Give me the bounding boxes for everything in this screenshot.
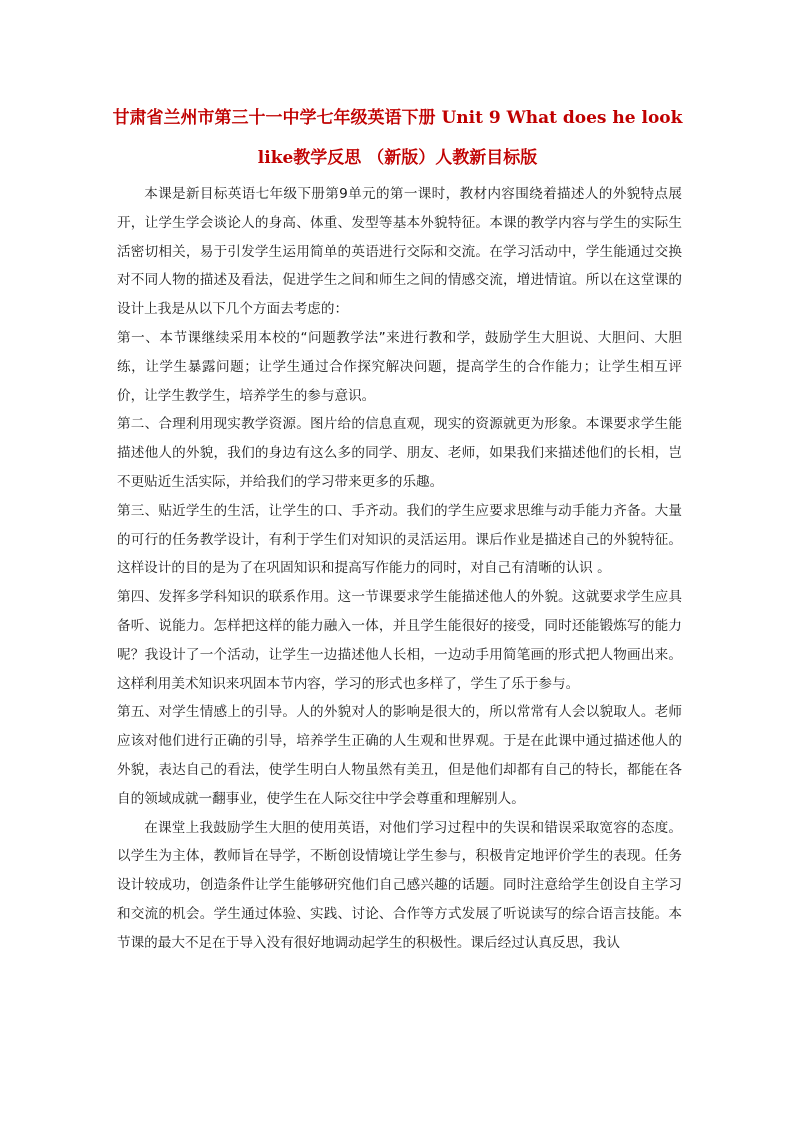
paragraph-conclusion: 在课堂上我鼓励学生大胆的使用英语，对他们学习过程中的失误和错误采取宽容的态度。以学生为主体，教师旨在导学，不断创设情境让学生参与，积极肯定地评价学生的表现。任务设计较成功，创造条件让学生能够研究他们自己感兴趣的话题。同时注意给学生创设自主学习和交流的机会。学生通过体验、实践、讨论、合作等方式发展了听说读写的综合语言技能。本节课的最大不足在于导入没有很好地调动起学生的积极性。课后经过认真反思，我认	[117, 819, 682, 951]
paragraph-point-1: 第一、本节课继续采用本校的“问题教学法”来进行教和学，鼓励学生大胆说、大胆问、大胆练，让学生暴露问题；让学生通过合作探究解决问题，提高学生的合作能力；让学生相互评价，让学生教学生，培养学生的参与意识。	[117, 329, 682, 404]
paragraph-point-5: 第五、对学生情感上的引导。人的外貌对人的影响是很大的，所以常常有人会以貌取人。老师应该对他们进行正确的引导，培养学生正确的人生观和世界观。于是在此课中通过描述他人的外貌，表达自己的看法，使学生明白人物虽然有美丑，但是他们却都有自己的特长，都能在各自的领域成就一翻事业，使学生在人际交往中学会尊重和理解别人。	[117, 704, 682, 807]
paragraph-point-3: 第三、贴近学生的生活，让学生的口、手齐动。我们的学生应要求思维与动手能力齐备。大量的可行的任务教学设计，有利于学生们对知识的灵活运用。课后作业是描述自己的外貌特征。这样设计的目的是为了在巩固知识和提高写作能力的同时，对自己有清晰的认识 。	[117, 502, 682, 577]
document-body	[117, 180, 682, 958]
paragraph-point-2: 第二、合理利用现实教学资源。图片给的信息直观，现实的资源就更为形象。本课要求学生能描述他人的外貌，我们的身边有这么多的同学、朋友、老师，如果我们来描述他们的长相，岂不更贴近生活实际，并给我们的学习带来更多的乐趣。	[117, 416, 682, 490]
paragraph-point-4: 第四、发挥多学科知识的联系作用。这一节课要求学生能描述他人的外貌。这就要求学生应具备听、说能力。怎样把这样的能力融入一体，并且学生能很好的接受，同时还能锻炼写的能力呢？我设计了一个活动，让学生一边描述他人长相，一边动手用简笔画的形式把人物画出来。这样利用美术知识来巩固本节内容，学习的形式也多样了，学生了乐于参与。	[117, 589, 682, 692]
document-title: 甘肃省兰州市第三十一中学七年级英语下册 Unit 9 What does he look like教学反思 （新版）人教新目标版	[112, 108, 683, 168]
paragraph-intro: 本课是新目标英语七年级下册第9单元的第一课时，教材内容围绕着描述人的外貌特点展开，让学生学会谈论人的身高、体重、发型等基本外貌特征。本课的教学内容与学生的实际生活密切相关，易于引发学生运用简单的英语进行交际和交流。在学习活动中，学生能通过交换对不同人物的描述及看法，促进学生之间和师生之间的情感交流，增进情谊。所以在这堂课的设计上我是从以下几个方面去考虑的：	[117, 186, 682, 318]
